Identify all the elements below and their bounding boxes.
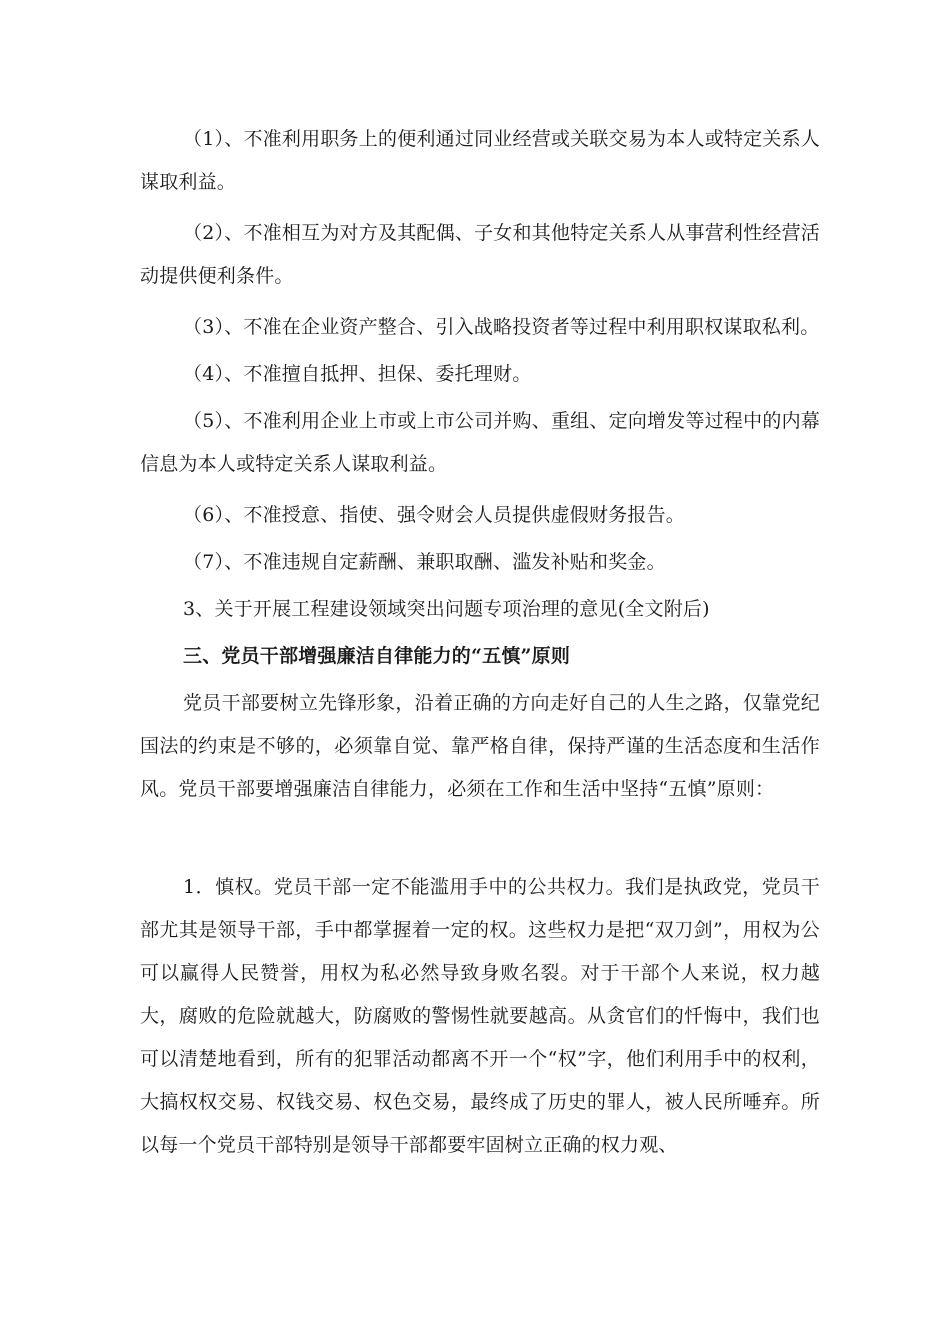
clause-3: （3）、不准在企业资产整合、引入战略投资者等过程中利用职权谋取私利。 — [183, 316, 820, 338]
clause-5: （5）、不准利用企业上市或上市公司并购、重组、定向增发等过程中的内幕信息为本人或特定关系人谋取利益。 — [140, 410, 820, 475]
clause-6: （6）、不准授意、指使、强令财会人员提供虚假财务报告。 — [183, 504, 685, 526]
clause-4: （4）、不准擅自抵押、担保、委托理财。 — [183, 363, 532, 385]
clause-1: （1）、不准利用职务上的便利通过同业经营或关联交易为本人或特定关系人谋取利益。 — [140, 128, 820, 193]
clause-2: （2）、不准相互为对方及其配偶、子女和其他特定关系人从事营利性经营活动提供便利条件。 — [140, 222, 820, 287]
section-heading: 三、党员干部增强廉洁自律能力的“五慎”原则 — [183, 645, 571, 667]
principle-1-paragraph: 1．慎权。党员干部一定不能滥用手中的公共权力。我们是执政党，党员干部尤其是领导干部，手中都掌握着一定的权。这些权力是把“双刀剑”，用权为公可以赢得人民赞誉，用权为私必然导致身败名裂。对于干部个人来说，权力越大，腐败的危险就越大，防腐败的警惕性就要越高。从贪官们的忏悔中，我们也可以清楚地看到，所有的犯罪活动都离不开一个“权”字，他们利用手中的权利，大搞权权交易、权钱交易、权色交易，最终成了历史的罪人，被人民所唾弃。所以每一个党员干部特别是领导干部都要牢固树立正确的权力观、 — [140, 876, 820, 1156]
item-3-reference: 3、关于开展工程建设领域突出问题专项治理的意见(全文附后) — [183, 598, 710, 620]
clause-7: （7）、不准违规自定薪酬、兼职取酬、滥发补贴和奖金。 — [183, 551, 666, 573]
intro-paragraph: 党员干部要树立先锋形象，沿着正确的方向走好自己的人生之路，仅靠党纪国法的约束是不够的，必须靠自觉、靠严格自律，保持严谨的生活态度和生活作风。党员干部要增强廉洁自律能力，必须在工作和生活中坚持“五慎”原则： — [140, 692, 820, 800]
